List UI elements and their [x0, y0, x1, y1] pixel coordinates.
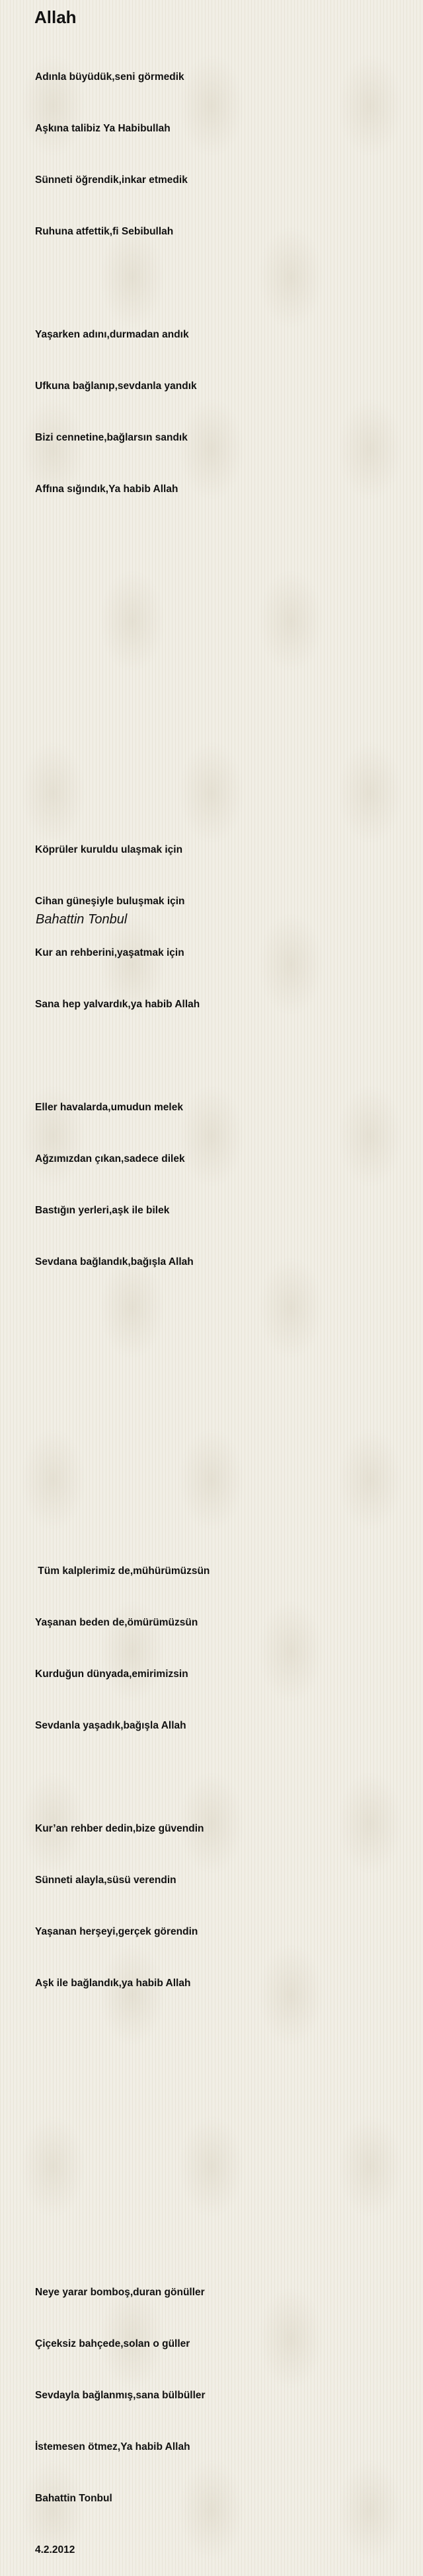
poem-line: [35, 1357, 405, 1374]
poem-line: Sevdana bağlandık,bağışla Allah: [35, 1256, 194, 1268]
poem-line: 4.2.2012: [35, 2544, 75, 2556]
poem-line: Sevdayla bağlanmış,sana bülbüller: [35, 2390, 206, 2401]
poem-line: Ağzımızdan çıkan,sadece dilek: [35, 1153, 185, 1164]
poem-line: Affına sığındık,Ya habib Allah: [35, 483, 178, 495]
poem-line: Ufkuna bağlanıp,sevdanla yandık: [35, 380, 197, 392]
poem-line: Bastığın yerleri,aşk ile bilek: [35, 1205, 170, 1216]
poem-line: Aşkına talibiz Ya Habibullah: [35, 123, 171, 134]
poem-line: Bahattin Tonbul: [35, 2493, 112, 2504]
poem-line: Tüm kalplerimiz de,mühürümüzsün: [35, 1565, 210, 1577]
poem-line: Bizi cennetine,bağlarsın sandık: [35, 432, 188, 443]
poem-line: [35, 1511, 405, 1528]
poem-line: Aşk ile bağlandık,ya habib Allah: [35, 1978, 191, 1989]
poem-line: [35, 2129, 405, 2147]
poem-line: [35, 1408, 405, 1425]
poem-line: Sana hep yalvardık,ya habib Allah: [35, 999, 200, 1010]
poem-body: [35, 34, 405, 2576]
poem-line: Yaşanan herşeyi,gerçek görendin: [35, 1926, 198, 1937]
poem-line: [35, 790, 405, 807]
poem-line: Ruhuna atfettik,fi Sebibullah: [35, 226, 174, 237]
poem-line: [35, 532, 405, 550]
poem-line: [35, 1305, 405, 1322]
poem-line: [35, 2078, 405, 2095]
poem-line: [35, 635, 405, 653]
poem-line: Adınla büyüdük,seni görmedik: [35, 71, 184, 83]
poem-line: Kur an rehberini,yaşatmak için: [35, 947, 184, 958]
poem-line: Çiçeksiz bahçede,solan o güller: [35, 2338, 190, 2349]
poem-line: Cihan güneşiyle buluşmak için: [35, 896, 185, 907]
poem-line: Eller havalarda,umudun melek: [35, 1102, 183, 1113]
poem-line: [35, 738, 405, 756]
poem-line: [35, 1048, 405, 1065]
poem-line: [35, 1460, 405, 1477]
poem-line: [35, 2233, 405, 2250]
poem-line: Neye yarar bomboş,duran gönüller: [35, 2287, 205, 2298]
poem-line: Köprüler kuruldu ulaşmak için: [35, 844, 183, 855]
poem-line: İstemesen ötmez,Ya habib Allah: [35, 2441, 190, 2452]
poem-line: [35, 275, 405, 292]
poem-line: Kur’an rehber dedin,bize güvendin: [35, 1823, 204, 1834]
poem-line: [35, 2181, 405, 2198]
poem-line: Yaşarken adını,durmadan andık: [35, 329, 189, 340]
poem-line: Sevdanla yaşadık,bağışla Allah: [35, 1720, 186, 1731]
poem-line: [35, 687, 405, 704]
poem-line: Kurduğun dünyada,emirimizsin: [35, 1668, 188, 1680]
poem-line: [35, 2026, 405, 2044]
poem-line: Yaşanan beden de,ömürümüzsün: [35, 1617, 198, 1628]
poem-title: Allah: [34, 7, 77, 27]
poem-line: Sünneti alayla,süsü verendin: [35, 1875, 176, 1886]
poem-author: Bahattin Tonbul: [36, 912, 128, 927]
poem-line: [35, 1769, 405, 1786]
poem-line: [35, 584, 405, 601]
poem-line: Sünneti öğrendik,inkar etmedik: [35, 174, 188, 186]
